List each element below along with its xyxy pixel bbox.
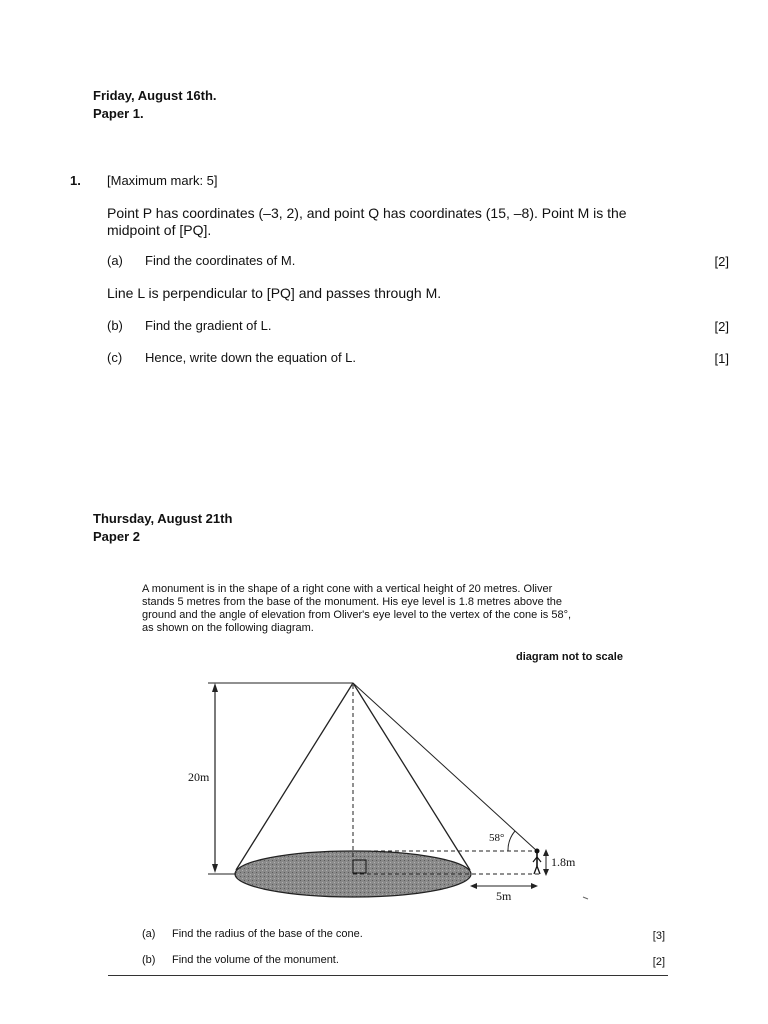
- eye-height-label: 1.8m: [551, 855, 576, 869]
- p2-part-b-text: Find the volume of the monument.: [172, 954, 339, 966]
- part-a-label: (a): [107, 253, 123, 268]
- paper1-date: Friday, August 16th.: [93, 88, 217, 103]
- line-of-sight: [353, 683, 537, 851]
- angle-label: 58°: [489, 832, 505, 844]
- eye-height-arrow-up: [543, 849, 549, 856]
- eye-height-arrow-down: [543, 869, 549, 876]
- part-b-label: (b): [107, 318, 123, 333]
- person-icon: [533, 849, 541, 875]
- p2-part-a-text: Find the radius of the base of the cone.: [172, 928, 363, 940]
- paper2-intro-line: as shown on the following diagram.: [142, 622, 314, 634]
- part-c-label: (c): [107, 350, 123, 365]
- p2-part-b-mark: [2]: [652, 956, 665, 968]
- height-label: 20m: [188, 770, 210, 784]
- paper2-intro-line: ground and the angle of elevation from Oliver's eye level to the vertex of the cone is 58°,: [142, 609, 572, 621]
- part-c-text: Hence, write down the equation of L.: [145, 350, 357, 365]
- angle-arc: [508, 831, 515, 851]
- question-number: 1.: [70, 173, 81, 188]
- max-mark: [Maximum mark: 5]: [107, 173, 218, 188]
- part-b-mark: [2]: [714, 319, 729, 334]
- height-arrow-up: [212, 683, 218, 692]
- part-b-text: Find the gradient of L.: [145, 318, 272, 333]
- height-arrow-down: [212, 864, 218, 873]
- question-intro-line2: midpoint of [PQ].: [107, 222, 212, 238]
- p2-part-a-label: (a): [142, 928, 156, 940]
- line-l-statement: Line L is perpendicular to [PQ] and passes through M.: [107, 285, 442, 301]
- paper2-date: Thursday, August 21th: [93, 511, 233, 526]
- distance-label: 5m: [496, 889, 512, 903]
- part-a-mark: [2]: [714, 254, 729, 269]
- cone-right-edge: [353, 683, 470, 870]
- cone-left-edge: [236, 683, 353, 870]
- distance-arrow-left: [470, 883, 477, 889]
- stray-mark: [583, 897, 588, 899]
- distance-arrow-right: [531, 883, 538, 889]
- question-intro-line1: Point P has coordinates (–3, 2), and point Q has coordinates (15, –8). Point M is the: [107, 205, 627, 221]
- p2-part-a-mark: [3]: [652, 930, 665, 942]
- p2-part-b-label: (b): [142, 954, 156, 966]
- paper2-intro-line: A monument is in the shape of a right cone with a vertical height of 20 metres. Oliver: [142, 583, 553, 595]
- paper1-label: Paper 1.: [93, 106, 144, 121]
- paper2-label: Paper 2: [93, 529, 140, 544]
- paper2-intro-line: stands 5 metres from the base of the monument. His eye level is 1.8 metres above the: [142, 596, 563, 608]
- bottom-rule: [108, 975, 668, 976]
- part-a-text: Find the coordinates of M.: [145, 253, 296, 268]
- part-c-mark: [1]: [714, 351, 729, 366]
- diagram-note: diagram not to scale: [516, 651, 623, 663]
